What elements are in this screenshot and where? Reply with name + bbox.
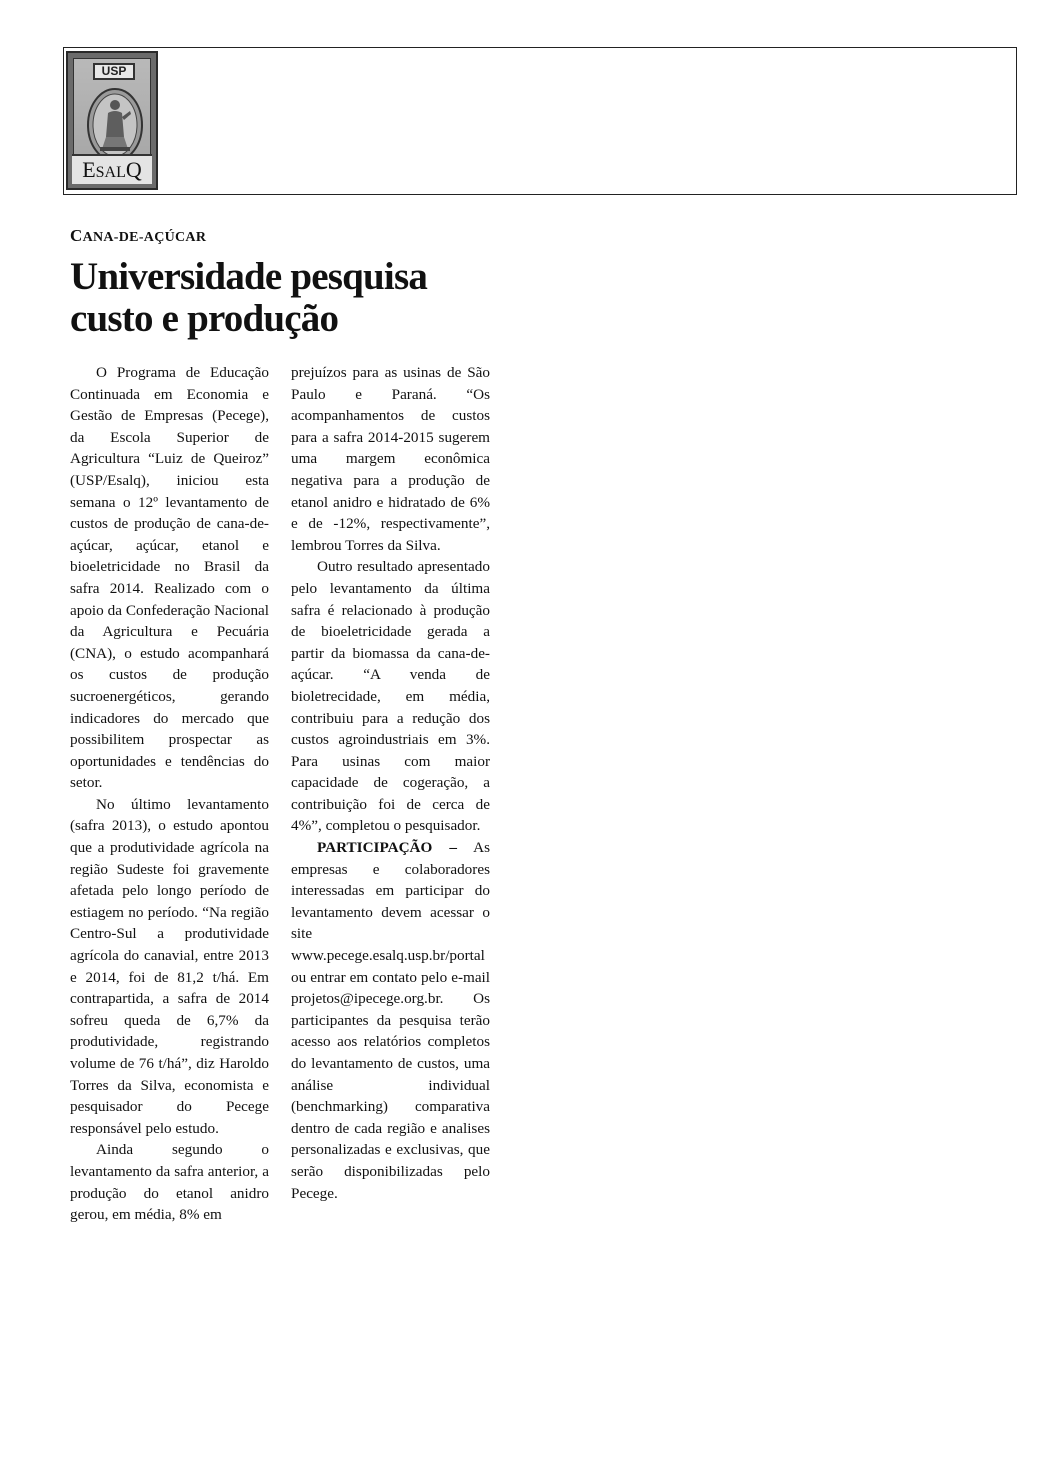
header-box xyxy=(63,47,1017,195)
paragraph: Ainda segundo o levantamento da safra anterior, a produção do etanol anidro gerou, em média, 8% em xyxy=(70,1141,269,1224)
paragraph: O Programa de Educação Continuada em Economia e Gestão de Empresas (Pecege), da Escola Superior de Agricultura “Luiz de Queiroz” (USP/Esalq), iniciou esta semana o 12º levantamento de custos de produção de cana-de-açúcar, açúcar, etanol e bioeletricidade no Brasil da safra 2014. Realizado com o apoio da Confederação Nacional da Agricultura e Pecuária (CNA), o estudo acompanhará os custos de produção sucroenergéticos, gerando indicadores do mercado que possibilitem prospectar as oportunidades e tendências do setor. xyxy=(70,364,269,792)
logo-panel xyxy=(73,58,151,183)
paragraph-participacao xyxy=(291,837,490,1204)
paragraph: prejuízos para as usinas de São Paulo e Paraná. “Os acompanhamentos de custos para a safra 2014-2015 sugerem uma margem econômica negativa para a produção de etanol anidro e hidratado de 6% e de -12%, respectivamente”, lembrou Torres da Silva. xyxy=(291,364,490,554)
esalq-seal-icon xyxy=(86,87,144,163)
paragraph: Outro resultado apresentado pelo levantamento da última safra é relacionado à produção de bioeletricidade gerada a partir da biomassa da cana-de-açúcar. “A venda de bioletrecidade, em média, contribuiu para a redução dos custos agroindustriais em 3%. Para usinas com maior capacidade de cogeração, a contribuição foi de cerca de 4%”, completou o pesquisador. xyxy=(291,558,490,835)
article xyxy=(70,226,495,1224)
article-headline: Universidade pesquisa custo e produção xyxy=(70,255,428,340)
logo-usp-text: USP xyxy=(93,63,135,80)
article-kicker: CANA-DE-AÇÚCAR xyxy=(70,226,207,245)
article-column-1 xyxy=(70,362,269,1226)
paragraph-text: As empresas e colaboradores interessadas em participar do levantamento devem acessar o site www.pecege.esalq.usp.br/portal ou entrar em contato pelo e-mail projetos@ipecege.org.br. Os participantes da pesquisa terão acesso aos relatórios completos do levantamento de custos, uma análise individual (benchmarking) comparativa dentro de cada região e analises personalizadas e exclusivas, que serão disponibilizadas pelo Pecege. xyxy=(291,839,490,1202)
section-runin: PARTICIPAÇÃO – xyxy=(317,839,457,857)
article-column-2 xyxy=(291,362,490,1204)
paragraph: No último levantamento (safra 2013), o estudo apontou que a produtividade agrícola na região Sudeste foi gravemente afetada pelo longo período de estiagem no período. “Na região Centro-Sul a produtividade agrícola do canavial, entre 2013 e 2014, foi de 81,2 t/há. Em contrapartida, a safra de 2014 sofreu queda de 6,7% da produtividade, registrando volume de 76 t/há”, diz Haroldo Torres da Silva, economista e pesquisador do Pecege responsável pelo estudo. xyxy=(70,795,269,1137)
logo-esalq-text: ESALQ xyxy=(72,154,152,184)
usp-esalq-logo xyxy=(66,51,158,190)
